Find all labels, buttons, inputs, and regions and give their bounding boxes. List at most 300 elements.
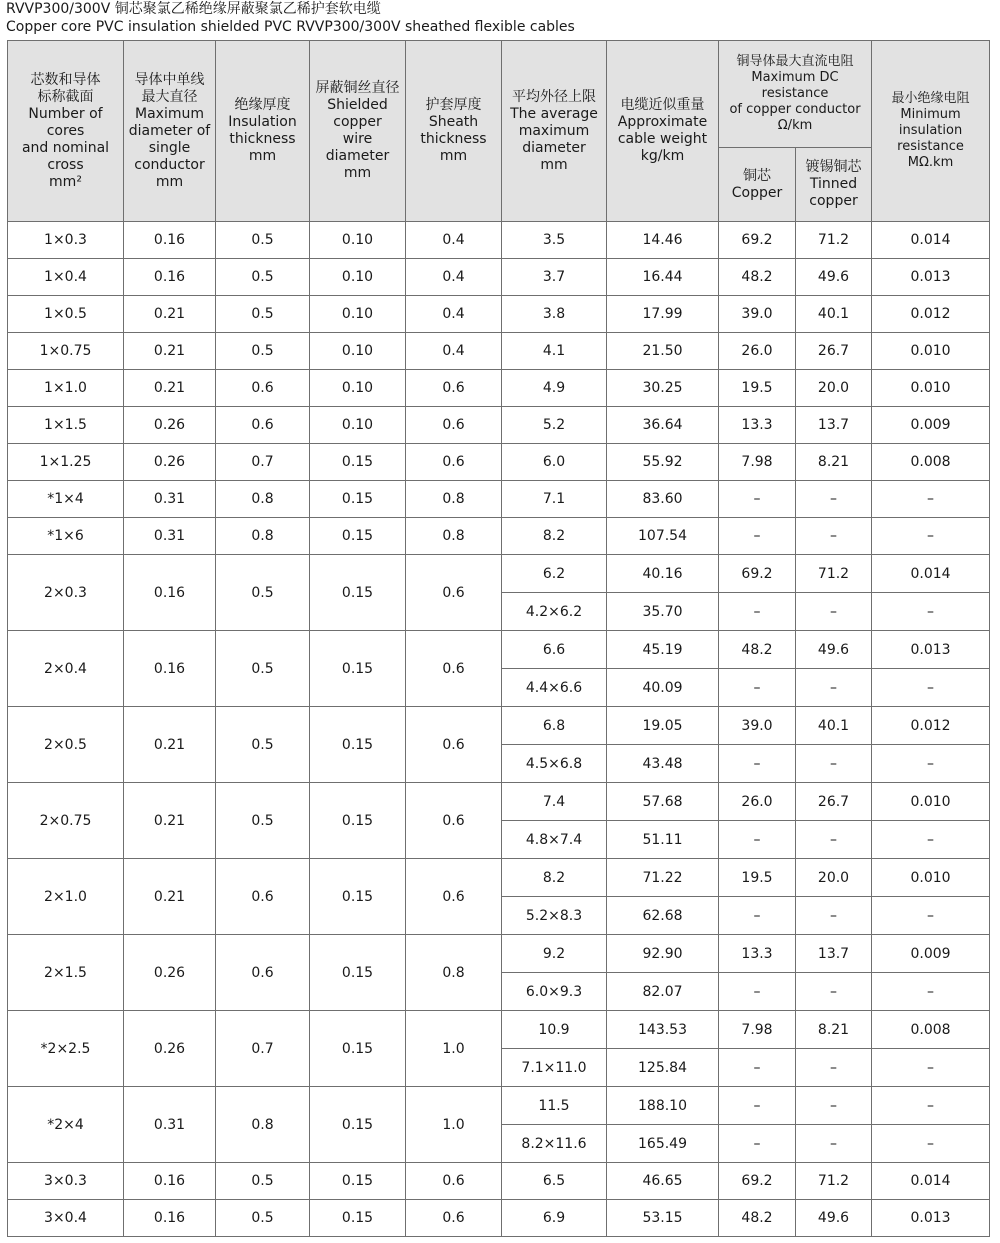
cell-insulation-resistance: 0.013 — [872, 631, 990, 669]
cell-shield-wire-diameter: 0.10 — [310, 222, 406, 259]
cell-insulation-resistance: 0.014 — [872, 222, 990, 259]
cell-insulation-thickness: 0.5 — [216, 555, 310, 631]
cell-cable-weight: 188.10 — [607, 1087, 719, 1125]
cell-outer-diameter: 4.8×7.4 — [502, 821, 607, 859]
cell-cores-cross-section: *2×2.5 — [8, 1011, 124, 1087]
cell-outer-diameter: 10.9 — [502, 1011, 607, 1049]
header-line: mm — [439, 148, 468, 164]
cell-insulation-resistance: – — [872, 669, 990, 707]
header-tinned-copper — [796, 148, 872, 222]
header-copper — [719, 148, 796, 222]
header-line: diameter of — [128, 122, 211, 139]
header-line: 绝缘厚度 — [234, 97, 291, 113]
cell-copper-resistance: – — [719, 518, 796, 555]
cell-tinned-resistance: – — [796, 1087, 872, 1125]
cell-tinned-resistance: – — [796, 481, 872, 518]
cell-insulation-resistance: 0.009 — [872, 407, 990, 444]
cell-copper-resistance: 69.2 — [719, 222, 796, 259]
cell-sheath-thickness: 1.0 — [406, 1087, 502, 1163]
cell-outer-diameter: 9.2 — [502, 935, 607, 973]
table-row — [8, 407, 990, 444]
cell-sheath-thickness: 0.6 — [406, 444, 502, 481]
cell-cable-weight: 40.16 — [607, 555, 719, 593]
cell-cable-weight: 143.53 — [607, 1011, 719, 1049]
header-cable-weight — [607, 41, 719, 222]
cell-shield-wire-diameter: 0.15 — [310, 1163, 406, 1200]
table-row — [8, 1200, 990, 1237]
cell-shield-wire-diameter: 0.15 — [310, 707, 406, 783]
cell-cores-cross-section: 3×0.4 — [8, 1200, 124, 1237]
cell-insulation-resistance: 0.008 — [872, 1011, 990, 1049]
header-line: cable weight — [617, 131, 708, 147]
cell-shield-wire-diameter: 0.15 — [310, 1011, 406, 1087]
cell-outer-diameter: 4.2×6.2 — [502, 593, 607, 631]
cell-outer-diameter: 6.0×9.3 — [502, 973, 607, 1011]
cell-copper-resistance: 13.3 — [719, 407, 796, 444]
header-line: 铜芯 — [743, 167, 771, 184]
header-outer-diameter — [502, 41, 607, 222]
header-line: 电缆近似重量 — [620, 97, 705, 113]
cell-outer-diameter: 4.5×6.8 — [502, 745, 607, 783]
cell-tinned-resistance: 71.2 — [796, 1163, 872, 1200]
cell-cores-cross-section: *1×6 — [8, 518, 124, 555]
header-line: of copper conductor — [729, 102, 861, 117]
cell-insulation-resistance: – — [872, 1087, 990, 1125]
cell-shield-wire-diameter: 0.10 — [310, 370, 406, 407]
table-row — [8, 783, 990, 821]
cell-tinned-resistance: – — [796, 821, 872, 859]
header-insulation-thickness — [216, 41, 310, 222]
cell-insulation-resistance: – — [872, 897, 990, 935]
header-line: mm — [540, 156, 568, 173]
header-line: single — [148, 139, 191, 156]
cell-outer-diameter: 5.2 — [502, 407, 607, 444]
cell-cores-cross-section: 1×1.5 — [8, 407, 124, 444]
cell-cable-weight: 14.46 — [607, 222, 719, 259]
cell-copper-resistance: 13.3 — [719, 935, 796, 973]
cell-tinned-resistance: – — [796, 897, 872, 935]
cell-insulation-resistance: – — [872, 1125, 990, 1163]
header-line: 最小绝缘电阻 — [891, 91, 970, 106]
cell-cable-weight: 30.25 — [607, 370, 719, 407]
cell-tinned-resistance: – — [796, 518, 872, 555]
cell-outer-diameter: 8.2 — [502, 859, 607, 897]
cell-shield-wire-diameter: 0.15 — [310, 481, 406, 518]
header-line: and nominal cross — [21, 139, 110, 173]
cell-copper-resistance: 26.0 — [719, 333, 796, 370]
cell-single-diameter: 0.31 — [124, 518, 216, 555]
cell-tinned-resistance: 71.2 — [796, 555, 872, 593]
cell-single-diameter: 0.21 — [124, 859, 216, 935]
cell-tinned-resistance: 8.21 — [796, 444, 872, 481]
cell-insulation-thickness: 0.5 — [216, 1200, 310, 1237]
cell-cable-weight: 62.68 — [607, 897, 719, 935]
cell-tinned-resistance: 40.1 — [796, 296, 872, 333]
cell-cores-cross-section: 1×1.0 — [8, 370, 124, 407]
cell-cores-cross-section: 3×0.3 — [8, 1163, 124, 1200]
cell-cable-weight: 17.99 — [607, 296, 719, 333]
table-row — [8, 444, 990, 481]
cell-insulation-thickness: 0.5 — [216, 1163, 310, 1200]
header-shield-wire-diameter — [310, 41, 406, 222]
header-line: 铜导体最大直流电阻 — [736, 54, 854, 69]
cell-outer-diameter: 4.1 — [502, 333, 607, 370]
table-row — [8, 631, 990, 669]
cell-cores-cross-section: 1×0.3 — [8, 222, 124, 259]
header-line: Shielded copper — [327, 97, 388, 130]
cell-insulation-thickness: 0.5 — [216, 296, 310, 333]
header-line: Tinned — [809, 176, 858, 192]
cell-insulation-resistance: – — [872, 973, 990, 1011]
header-line: Maximum DC resistance — [751, 70, 839, 101]
cell-sheath-thickness: 0.6 — [406, 783, 502, 859]
cell-insulation-resistance: 0.010 — [872, 370, 990, 407]
header-cores — [8, 41, 124, 222]
cell-insulation-resistance: 0.010 — [872, 859, 990, 897]
cell-cores-cross-section: *2×4 — [8, 1087, 124, 1163]
cell-cable-weight: 125.84 — [607, 1049, 719, 1087]
table-row — [8, 333, 990, 370]
cell-copper-resistance: – — [719, 897, 796, 935]
cell-insulation-thickness: 0.6 — [216, 935, 310, 1011]
cell-insulation-thickness: 0.5 — [216, 333, 310, 370]
cell-shield-wire-diameter: 0.15 — [310, 518, 406, 555]
header-line: mm — [343, 165, 372, 181]
cell-copper-resistance: – — [719, 669, 796, 707]
cell-single-diameter: 0.16 — [124, 259, 216, 296]
header-line: diameter — [522, 139, 586, 156]
cell-tinned-resistance: 8.21 — [796, 1011, 872, 1049]
header-line: mm² — [49, 173, 82, 190]
header-line: kg/km — [640, 148, 685, 164]
cell-insulation-resistance: 0.014 — [872, 1163, 990, 1200]
cell-shield-wire-diameter: 0.15 — [310, 1087, 406, 1163]
cell-sheath-thickness: 0.6 — [406, 707, 502, 783]
cell-insulation-thickness: 0.5 — [216, 259, 310, 296]
header-line: Maximum — [135, 105, 204, 122]
table-row — [8, 481, 990, 518]
cell-tinned-resistance: 13.7 — [796, 407, 872, 444]
cell-cable-weight: 92.90 — [607, 935, 719, 973]
cell-copper-resistance: – — [719, 1087, 796, 1125]
cell-cable-weight: 36.64 — [607, 407, 719, 444]
cell-shield-wire-diameter: 0.15 — [310, 555, 406, 631]
cell-copper-resistance: 48.2 — [719, 1200, 796, 1237]
cell-cores-cross-section: 2×0.3 — [8, 555, 124, 631]
cell-cable-weight: 16.44 — [607, 259, 719, 296]
header-line: 导体中单线 — [134, 71, 205, 88]
cell-insulation-thickness: 0.5 — [216, 222, 310, 259]
cell-outer-diameter: 3.7 — [502, 259, 607, 296]
cell-outer-diameter: 11.5 — [502, 1087, 607, 1125]
cell-sheath-thickness: 0.6 — [406, 555, 502, 631]
header-line: 最大直径 — [141, 88, 198, 105]
cell-outer-diameter: 4.4×6.6 — [502, 669, 607, 707]
cell-copper-resistance: – — [719, 1049, 796, 1087]
cell-shield-wire-diameter: 0.10 — [310, 259, 406, 296]
cell-single-diameter: 0.31 — [124, 481, 216, 518]
cell-single-diameter: 0.21 — [124, 333, 216, 370]
cell-sheath-thickness: 0.4 — [406, 333, 502, 370]
cell-single-diameter: 0.21 — [124, 783, 216, 859]
cell-copper-resistance: – — [719, 481, 796, 518]
header-line: 护套厚度 — [425, 97, 482, 113]
cell-cores-cross-section: 1×1.25 — [8, 444, 124, 481]
cell-insulation-resistance: – — [872, 821, 990, 859]
cell-insulation-thickness: 0.8 — [216, 518, 310, 555]
cell-shield-wire-diameter: 0.10 — [310, 407, 406, 444]
cell-insulation-resistance: 0.008 — [872, 444, 990, 481]
cell-shield-wire-diameter: 0.10 — [310, 333, 406, 370]
cell-sheath-thickness: 1.0 — [406, 1011, 502, 1087]
header-line: wire diameter — [325, 131, 390, 164]
cell-tinned-resistance: – — [796, 593, 872, 631]
cell-tinned-resistance: – — [796, 1049, 872, 1087]
cell-outer-diameter: 3.5 — [502, 222, 607, 259]
cell-insulation-resistance: – — [872, 518, 990, 555]
cell-insulation-resistance: – — [872, 481, 990, 518]
table-row — [8, 935, 990, 973]
table-row — [8, 1087, 990, 1125]
cell-sheath-thickness: 0.8 — [406, 935, 502, 1011]
cell-copper-resistance: 19.5 — [719, 859, 796, 897]
header-line: thickness — [420, 131, 487, 147]
header-line: Insulation — [228, 114, 297, 130]
header-line: mm — [248, 148, 277, 164]
cell-insulation-thickness: 0.6 — [216, 859, 310, 935]
cell-outer-diameter: 7.1×11.0 — [502, 1049, 607, 1087]
cell-insulation-resistance: – — [872, 593, 990, 631]
header-line: Approximate — [617, 114, 708, 130]
cell-sheath-thickness: 0.4 — [406, 259, 502, 296]
header-line: resistance — [897, 139, 964, 154]
cell-outer-diameter: 6.5 — [502, 1163, 607, 1200]
cell-single-diameter: 0.31 — [124, 1087, 216, 1163]
cell-copper-resistance: – — [719, 821, 796, 859]
cell-single-diameter: 0.16 — [124, 1200, 216, 1237]
cell-single-diameter: 0.21 — [124, 370, 216, 407]
table-row — [8, 555, 990, 593]
table-row — [8, 707, 990, 745]
cell-sheath-thickness: 0.8 — [406, 518, 502, 555]
cell-copper-resistance: – — [719, 593, 796, 631]
cell-insulation-resistance: 0.012 — [872, 707, 990, 745]
cell-outer-diameter: 6.9 — [502, 1200, 607, 1237]
cell-cable-weight: 165.49 — [607, 1125, 719, 1163]
table-body — [8, 222, 990, 1237]
cell-insulation-thickness: 0.5 — [216, 707, 310, 783]
cell-insulation-thickness: 0.6 — [216, 370, 310, 407]
cell-sheath-thickness: 0.6 — [406, 370, 502, 407]
cell-shield-wire-diameter: 0.15 — [310, 631, 406, 707]
cell-cable-weight: 43.48 — [607, 745, 719, 783]
cell-sheath-thickness: 0.6 — [406, 1200, 502, 1237]
cell-single-diameter: 0.21 — [124, 707, 216, 783]
cell-insulation-resistance: 0.009 — [872, 935, 990, 973]
cell-cable-weight: 82.07 — [607, 973, 719, 1011]
header-line: 芯数和导体 — [30, 71, 101, 88]
cell-insulation-resistance: 0.013 — [872, 1200, 990, 1237]
cell-single-diameter: 0.16 — [124, 222, 216, 259]
cell-cores-cross-section: 1×0.75 — [8, 333, 124, 370]
cell-tinned-resistance: – — [796, 745, 872, 783]
cell-single-diameter: 0.26 — [124, 444, 216, 481]
cell-tinned-resistance: 26.7 — [796, 333, 872, 370]
cell-cable-weight: 46.65 — [607, 1163, 719, 1200]
page-subtitle: Copper core PVC insulation shielded PVC RVVP300/300V sheathed flexible cables — [6, 19, 575, 35]
cell-tinned-resistance: – — [796, 973, 872, 1011]
table-row — [8, 370, 990, 407]
table-row — [8, 518, 990, 555]
cell-single-diameter: 0.26 — [124, 935, 216, 1011]
cell-copper-resistance: 48.2 — [719, 631, 796, 669]
cable-spec-table — [7, 40, 990, 1237]
cell-outer-diameter: 4.9 — [502, 370, 607, 407]
cell-cable-weight: 21.50 — [607, 333, 719, 370]
cell-copper-resistance: 7.98 — [719, 1011, 796, 1049]
cell-single-diameter: 0.16 — [124, 631, 216, 707]
cell-outer-diameter: 7.4 — [502, 783, 607, 821]
cell-copper-resistance: 48.2 — [719, 259, 796, 296]
cell-sheath-thickness: 0.4 — [406, 222, 502, 259]
cell-sheath-thickness: 0.8 — [406, 481, 502, 518]
cell-tinned-resistance: 49.6 — [796, 1200, 872, 1237]
header-dc-resistance — [719, 41, 872, 148]
header-line: Sheath — [428, 114, 479, 130]
cell-insulation-thickness: 0.7 — [216, 444, 310, 481]
cell-tinned-resistance: 40.1 — [796, 707, 872, 745]
table-row — [8, 259, 990, 296]
cell-cable-weight: 55.92 — [607, 444, 719, 481]
table-row — [8, 296, 990, 333]
cell-outer-diameter: 3.8 — [502, 296, 607, 333]
header-line: thickness — [229, 131, 296, 147]
cell-copper-resistance: 19.5 — [719, 370, 796, 407]
cell-cores-cross-section: *1×4 — [8, 481, 124, 518]
cell-copper-resistance: 7.98 — [719, 444, 796, 481]
cell-shield-wire-diameter: 0.15 — [310, 783, 406, 859]
header-line: mm — [155, 173, 184, 190]
cell-sheath-thickness: 0.4 — [406, 296, 502, 333]
cell-insulation-resistance: 0.014 — [872, 555, 990, 593]
header-line: 屏蔽铜丝直径 — [315, 80, 400, 96]
table-row — [8, 1163, 990, 1200]
cell-outer-diameter: 6.6 — [502, 631, 607, 669]
cell-shield-wire-diameter: 0.15 — [310, 444, 406, 481]
cell-tinned-resistance: 71.2 — [796, 222, 872, 259]
cell-cable-weight: 35.70 — [607, 593, 719, 631]
cell-outer-diameter: 8.2×11.6 — [502, 1125, 607, 1163]
cell-copper-resistance: 39.0 — [719, 296, 796, 333]
cell-shield-wire-diameter: 0.15 — [310, 859, 406, 935]
cell-insulation-resistance: 0.010 — [872, 333, 990, 370]
cell-outer-diameter: 7.1 — [502, 481, 607, 518]
cell-cable-weight: 51.11 — [607, 821, 719, 859]
cell-insulation-resistance: 0.010 — [872, 783, 990, 821]
cell-insulation-resistance: 0.012 — [872, 296, 990, 333]
cell-single-diameter: 0.16 — [124, 1163, 216, 1200]
header-line: Copper — [731, 184, 783, 201]
cell-single-diameter: 0.26 — [124, 407, 216, 444]
cell-cable-weight: 45.19 — [607, 631, 719, 669]
cell-copper-resistance: 26.0 — [719, 783, 796, 821]
cell-copper-resistance: – — [719, 745, 796, 783]
cell-tinned-resistance: – — [796, 1125, 872, 1163]
cell-cable-weight: 71.22 — [607, 859, 719, 897]
cell-cores-cross-section: 2×0.75 — [8, 783, 124, 859]
cell-copper-resistance: 69.2 — [719, 555, 796, 593]
cell-copper-resistance: – — [719, 1125, 796, 1163]
cell-single-diameter: 0.26 — [124, 1011, 216, 1087]
header-sheath-thickness — [406, 41, 502, 222]
header-line: Minimum insulation — [898, 107, 963, 138]
cell-cores-cross-section: 2×0.4 — [8, 631, 124, 707]
cell-cores-cross-section: 1×0.4 — [8, 259, 124, 296]
cell-sheath-thickness: 0.6 — [406, 1163, 502, 1200]
header-line: 标称截面 — [37, 88, 94, 105]
header-line: copper — [809, 193, 858, 209]
cell-tinned-resistance: 20.0 — [796, 370, 872, 407]
cell-single-diameter: 0.21 — [124, 296, 216, 333]
cell-cores-cross-section: 2×0.5 — [8, 707, 124, 783]
header-line: 平均外径上限 — [512, 88, 596, 105]
cell-copper-resistance: 69.2 — [719, 1163, 796, 1200]
cell-insulation-thickness: 0.8 — [216, 1087, 310, 1163]
page-title: RVVP300/300V 铜芯聚氯乙稀绝缘屏蔽聚氯乙稀护套软电缆 — [6, 1, 381, 17]
cell-tinned-resistance: 49.6 — [796, 631, 872, 669]
cell-copper-resistance: – — [719, 973, 796, 1011]
cell-cable-weight: 57.68 — [607, 783, 719, 821]
cell-sheath-thickness: 0.6 — [406, 407, 502, 444]
cell-cores-cross-section: 1×0.5 — [8, 296, 124, 333]
header-insulation-resistance — [872, 41, 990, 222]
cell-tinned-resistance: 26.7 — [796, 783, 872, 821]
cell-cores-cross-section: 2×1.0 — [8, 859, 124, 935]
cell-tinned-resistance: 49.6 — [796, 259, 872, 296]
cell-outer-diameter: 6.0 — [502, 444, 607, 481]
cell-insulation-thickness: 0.7 — [216, 1011, 310, 1087]
table-row — [8, 859, 990, 897]
header-line: Number of cores — [28, 105, 103, 139]
cell-tinned-resistance: 13.7 — [796, 935, 872, 973]
cell-shield-wire-diameter: 0.15 — [310, 1200, 406, 1237]
cell-outer-diameter: 6.8 — [502, 707, 607, 745]
cell-cable-weight: 53.15 — [607, 1200, 719, 1237]
cell-insulation-thickness: 0.8 — [216, 481, 310, 518]
cell-cable-weight: 107.54 — [607, 518, 719, 555]
cell-cable-weight: 40.09 — [607, 669, 719, 707]
cell-insulation-thickness: 0.6 — [216, 407, 310, 444]
cell-insulation-resistance: – — [872, 745, 990, 783]
table-row — [8, 222, 990, 259]
cell-sheath-thickness: 0.6 — [406, 631, 502, 707]
cell-cable-weight: 83.60 — [607, 481, 719, 518]
cell-insulation-resistance: 0.013 — [872, 259, 990, 296]
cell-sheath-thickness: 0.6 — [406, 859, 502, 935]
header-line: Ω/km — [777, 118, 813, 133]
cell-shield-wire-diameter: 0.15 — [310, 935, 406, 1011]
cell-outer-diameter: 6.2 — [502, 555, 607, 593]
cell-insulation-resistance: – — [872, 1049, 990, 1087]
cell-insulation-thickness: 0.5 — [216, 631, 310, 707]
header-line: The average — [510, 105, 598, 122]
cell-tinned-resistance: 20.0 — [796, 859, 872, 897]
cell-outer-diameter: 8.2 — [502, 518, 607, 555]
header-line: MΩ.km — [907, 155, 954, 170]
header-line: conductor — [134, 156, 205, 173]
cell-outer-diameter: 5.2×8.3 — [502, 897, 607, 935]
table-row — [8, 1011, 990, 1049]
